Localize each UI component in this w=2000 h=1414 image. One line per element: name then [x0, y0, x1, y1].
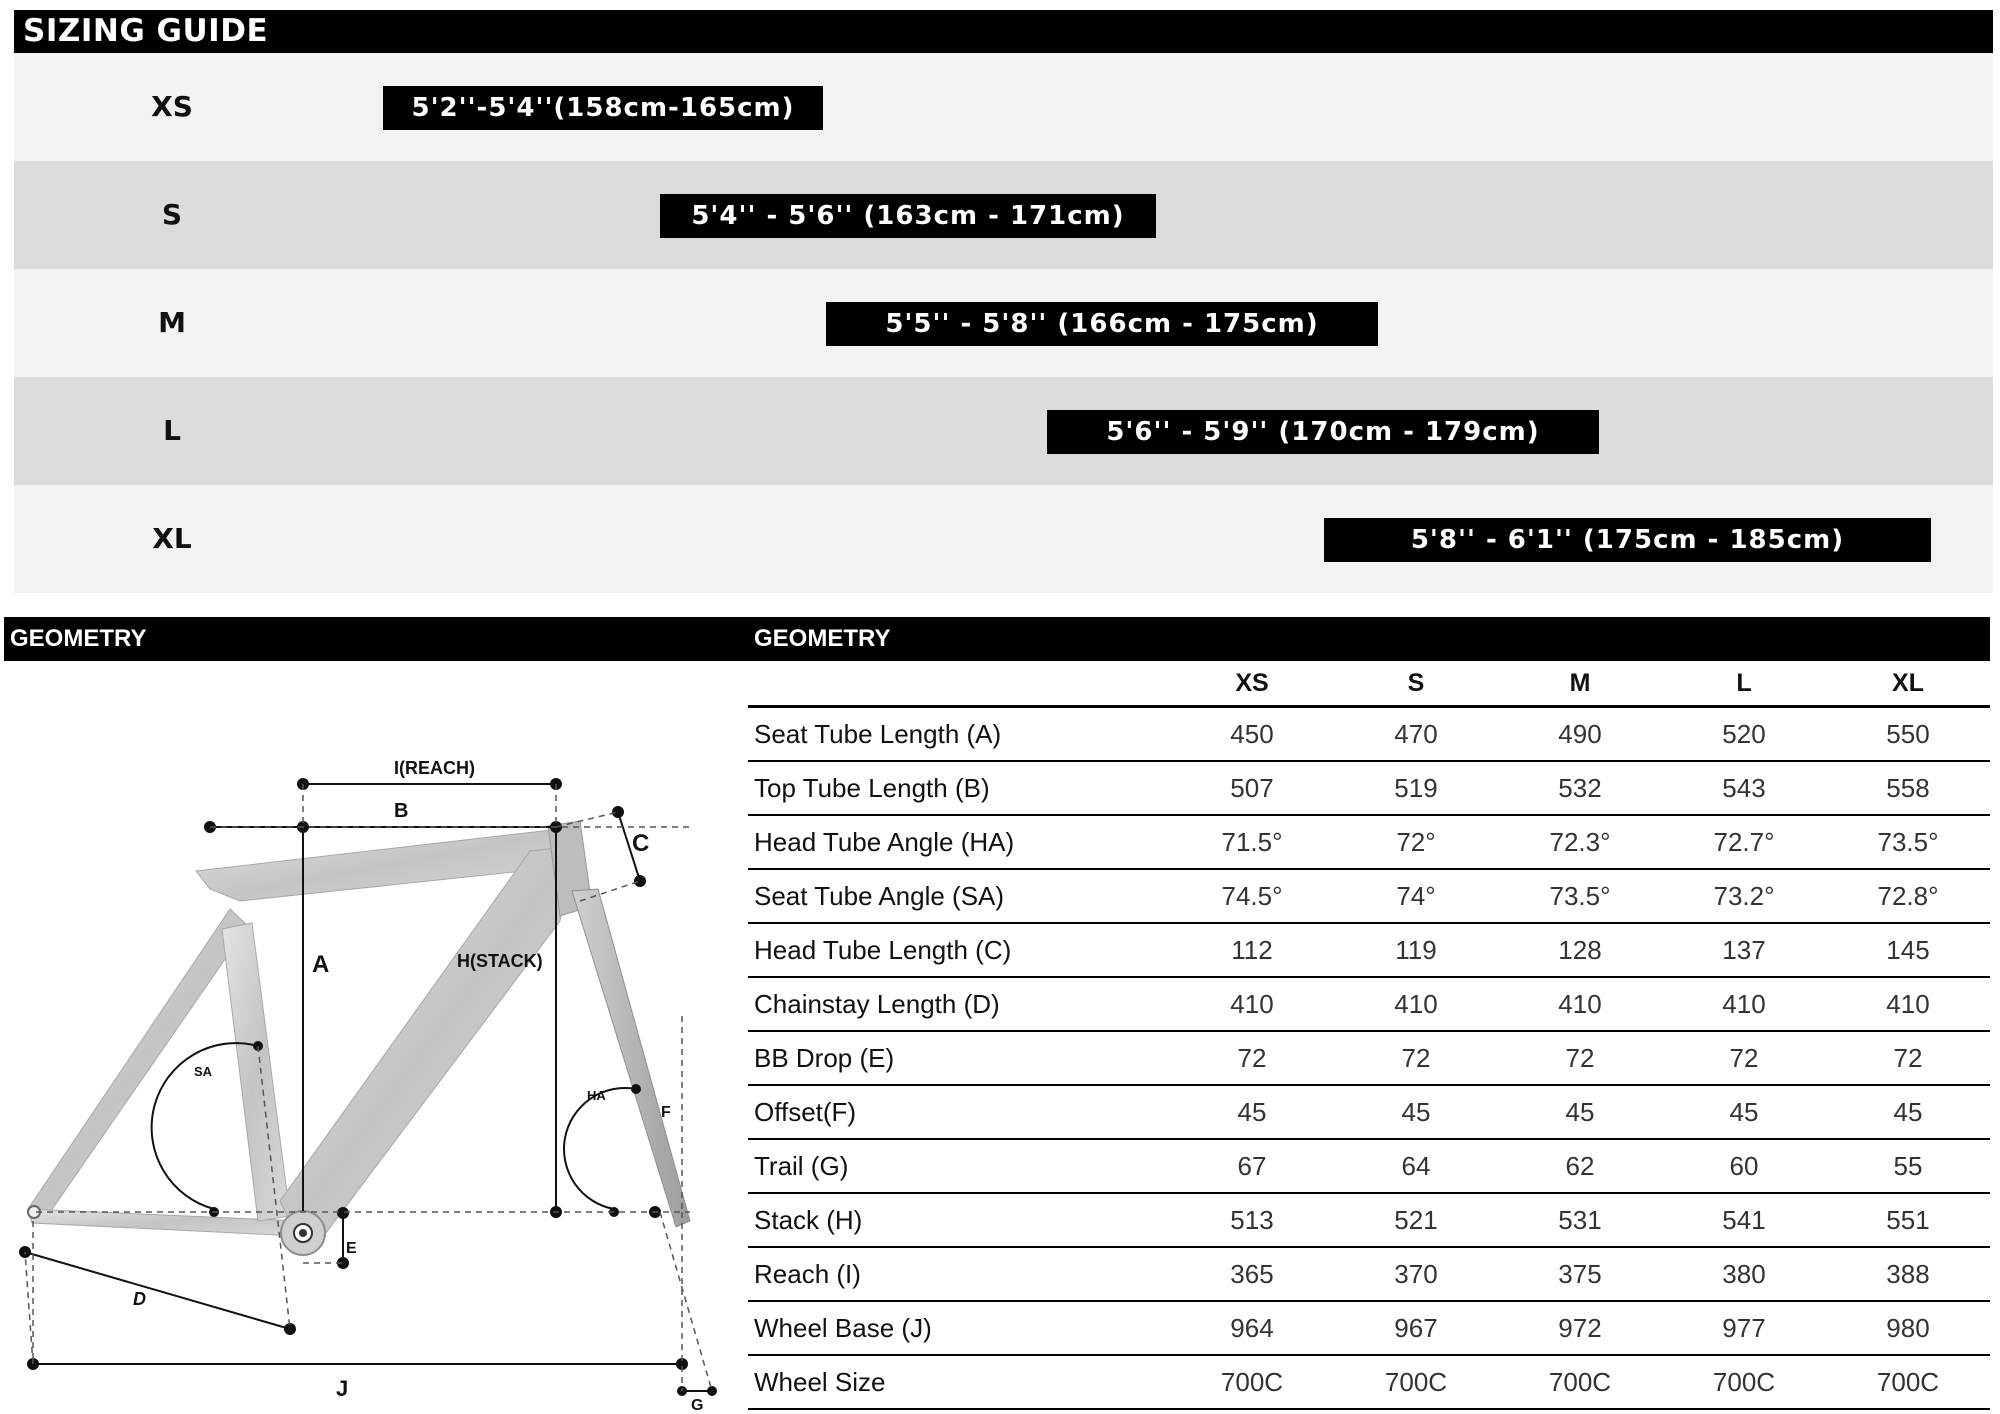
trail-label: G — [691, 1397, 704, 1414]
cell-value: 967 — [1334, 1301, 1498, 1355]
cell-value: 137 — [1662, 923, 1826, 977]
top-tube-label: B — [394, 800, 409, 822]
chainstay-label: D — [133, 1289, 146, 1309]
cell-value: 128 — [1498, 923, 1662, 977]
cell-value: 519 — [1334, 761, 1498, 815]
cell-value: 410 — [1826, 977, 1990, 1031]
header-size: XS — [1170, 661, 1334, 707]
table-row — [748, 1355, 1990, 1409]
offset-label: F — [661, 1104, 671, 1121]
parameter-name: Trail (G) — [748, 1139, 1170, 1193]
geometry-table — [748, 661, 1990, 1410]
cell-value: 72 — [1662, 1031, 1826, 1085]
cell-value: 531 — [1498, 1193, 1662, 1247]
cell-value: 375 — [1498, 1247, 1662, 1301]
cell-value: 73.5° — [1498, 869, 1662, 923]
cell-value: 72.3° — [1498, 815, 1662, 869]
seat-tube-length-label: A — [312, 951, 330, 978]
parameter-name: Offset(F) — [748, 1085, 1170, 1139]
cell-value: 558 — [1826, 761, 1990, 815]
cell-value: 520 — [1662, 707, 1826, 762]
sizing-row-l — [14, 377, 1993, 485]
table-row — [748, 1247, 1990, 1301]
table-header-row — [748, 661, 1990, 707]
table-row — [748, 923, 1990, 977]
cell-value: 980 — [1826, 1301, 1990, 1355]
parameter-name: Top Tube Length (B) — [748, 761, 1170, 815]
height-range-bar: 5'4'' - 5'6'' (163cm - 171cm) — [660, 194, 1156, 238]
sizing-row-xl — [14, 485, 1993, 593]
cell-value: 64 — [1334, 1139, 1498, 1193]
table-row — [748, 1085, 1990, 1139]
cell-value: 521 — [1334, 1193, 1498, 1247]
cell-value: 410 — [1170, 977, 1334, 1031]
height-range-bar: 5'2''-5'4''(158cm-165cm) — [383, 86, 823, 130]
parameter-name: Chainstay Length (D) — [748, 977, 1170, 1031]
cell-value: 45 — [1826, 1085, 1990, 1139]
cell-value: 532 — [1498, 761, 1662, 815]
cell-value: 72 — [1334, 1031, 1498, 1085]
table-row — [748, 707, 1990, 762]
cell-value: 73.2° — [1662, 869, 1826, 923]
bike-frame-illustration — [0, 661, 745, 1400]
cell-value: 67 — [1170, 1139, 1334, 1193]
header-size: L — [1662, 661, 1826, 707]
cell-value: 450 — [1170, 707, 1334, 762]
head-tube-length-label: C — [632, 830, 650, 857]
cell-value: 72 — [1826, 1031, 1990, 1085]
cell-value: 470 — [1334, 707, 1498, 762]
sizing-row-s — [14, 161, 1993, 269]
cell-value: 62 — [1498, 1139, 1662, 1193]
parameter-name: Head Tube Angle (HA) — [748, 815, 1170, 869]
cell-value: 700C — [1662, 1355, 1826, 1409]
height-range-bar: 5'5'' - 5'8'' (166cm - 175cm) — [826, 302, 1378, 346]
cell-value: 972 — [1498, 1301, 1662, 1355]
parameter-name: Head Tube Length (C) — [748, 923, 1170, 977]
cell-value: 543 — [1662, 761, 1826, 815]
cell-value: 507 — [1170, 761, 1334, 815]
cell-value: 700C — [1826, 1355, 1990, 1409]
cell-value: 410 — [1662, 977, 1826, 1031]
height-range-bar: 5'8'' - 6'1'' (175cm - 185cm) — [1324, 518, 1931, 562]
table-row — [748, 869, 1990, 923]
cell-value: 977 — [1662, 1301, 1826, 1355]
cell-value: 74.5° — [1170, 869, 1334, 923]
cell-value: 700C — [1170, 1355, 1334, 1409]
cell-value: 73.5° — [1826, 815, 1990, 869]
sizing-guide-title: SIZING GUIDE — [14, 10, 1993, 53]
sizing-row-xs — [14, 53, 1993, 161]
sizing-row-m — [14, 269, 1993, 377]
parameter-name: BB Drop (E) — [748, 1031, 1170, 1085]
table-row — [748, 1031, 1990, 1085]
bb-drop-label: E — [346, 1240, 357, 1257]
frame-geometry-diagram — [0, 661, 745, 1414]
cell-value: 380 — [1662, 1247, 1826, 1301]
cell-value: 72 — [1498, 1031, 1662, 1085]
size-label: S — [161, 198, 183, 231]
height-range-bar: 5'6'' - 5'9'' (170cm - 179cm) — [1047, 410, 1599, 454]
cell-value: 55 — [1826, 1139, 1990, 1193]
parameter-name: Wheel Size — [748, 1355, 1170, 1409]
cell-value: 550 — [1826, 707, 1990, 762]
cell-value: 551 — [1826, 1193, 1990, 1247]
size-label: M — [158, 306, 186, 339]
parameter-name: Seat Tube Angle (SA) — [748, 869, 1170, 923]
size-label: L — [163, 414, 181, 447]
cell-value: 365 — [1170, 1247, 1334, 1301]
parameter-name: Seat Tube Length (A) — [748, 707, 1170, 762]
cell-value: 410 — [1498, 977, 1662, 1031]
cell-value: 72.8° — [1826, 869, 1990, 923]
cell-value: 119 — [1334, 923, 1498, 977]
cell-value: 490 — [1498, 707, 1662, 762]
reach-label: I(REACH) — [394, 758, 475, 778]
table-row — [748, 1301, 1990, 1355]
cell-value: 370 — [1334, 1247, 1498, 1301]
cell-value: 72° — [1334, 815, 1498, 869]
cell-value: 71.5° — [1170, 815, 1334, 869]
cell-value: 72.7° — [1662, 815, 1826, 869]
size-label: XL — [152, 522, 192, 555]
cell-value: 60 — [1662, 1139, 1826, 1193]
header-parameter — [748, 661, 1170, 707]
cell-value: 74° — [1334, 869, 1498, 923]
geometry-diagram-title: GEOMETRY — [4, 617, 748, 661]
cell-value: 388 — [1826, 1247, 1990, 1301]
cell-value: 112 — [1170, 923, 1334, 977]
header-size: S — [1334, 661, 1498, 707]
cell-value: 45 — [1334, 1085, 1498, 1139]
parameter-name: Stack (H) — [748, 1193, 1170, 1247]
cell-value: 541 — [1662, 1193, 1826, 1247]
wheelbase-label: J — [336, 1376, 349, 1401]
cell-value: 45 — [1498, 1085, 1662, 1139]
table-row — [748, 815, 1990, 869]
cell-value: 700C — [1498, 1355, 1662, 1409]
stack-label: H(STACK) — [457, 951, 543, 971]
table-row — [748, 1139, 1990, 1193]
cell-value: 45 — [1170, 1085, 1334, 1139]
size-label: XS — [151, 90, 193, 123]
cell-value: 513 — [1170, 1193, 1334, 1247]
parameter-name: Reach (I) — [748, 1247, 1170, 1301]
seat-tube-angle-label: SA — [194, 1064, 213, 1079]
parameter-name: Wheel Base (J) — [748, 1301, 1170, 1355]
cell-value: 72 — [1170, 1031, 1334, 1085]
cell-value: 145 — [1826, 923, 1990, 977]
head-tube-angle-label: HA — [587, 1088, 606, 1103]
geometry-table-title: GEOMETRY — [748, 617, 1990, 661]
table-row — [748, 761, 1990, 815]
cell-value: 410 — [1334, 977, 1498, 1031]
cell-value: 700C — [1334, 1355, 1498, 1409]
cell-value: 964 — [1170, 1301, 1334, 1355]
table-row — [748, 1193, 1990, 1247]
cell-value: 45 — [1662, 1085, 1826, 1139]
table-row — [748, 977, 1990, 1031]
header-size: M — [1498, 661, 1662, 707]
header-size: XL — [1826, 661, 1990, 707]
